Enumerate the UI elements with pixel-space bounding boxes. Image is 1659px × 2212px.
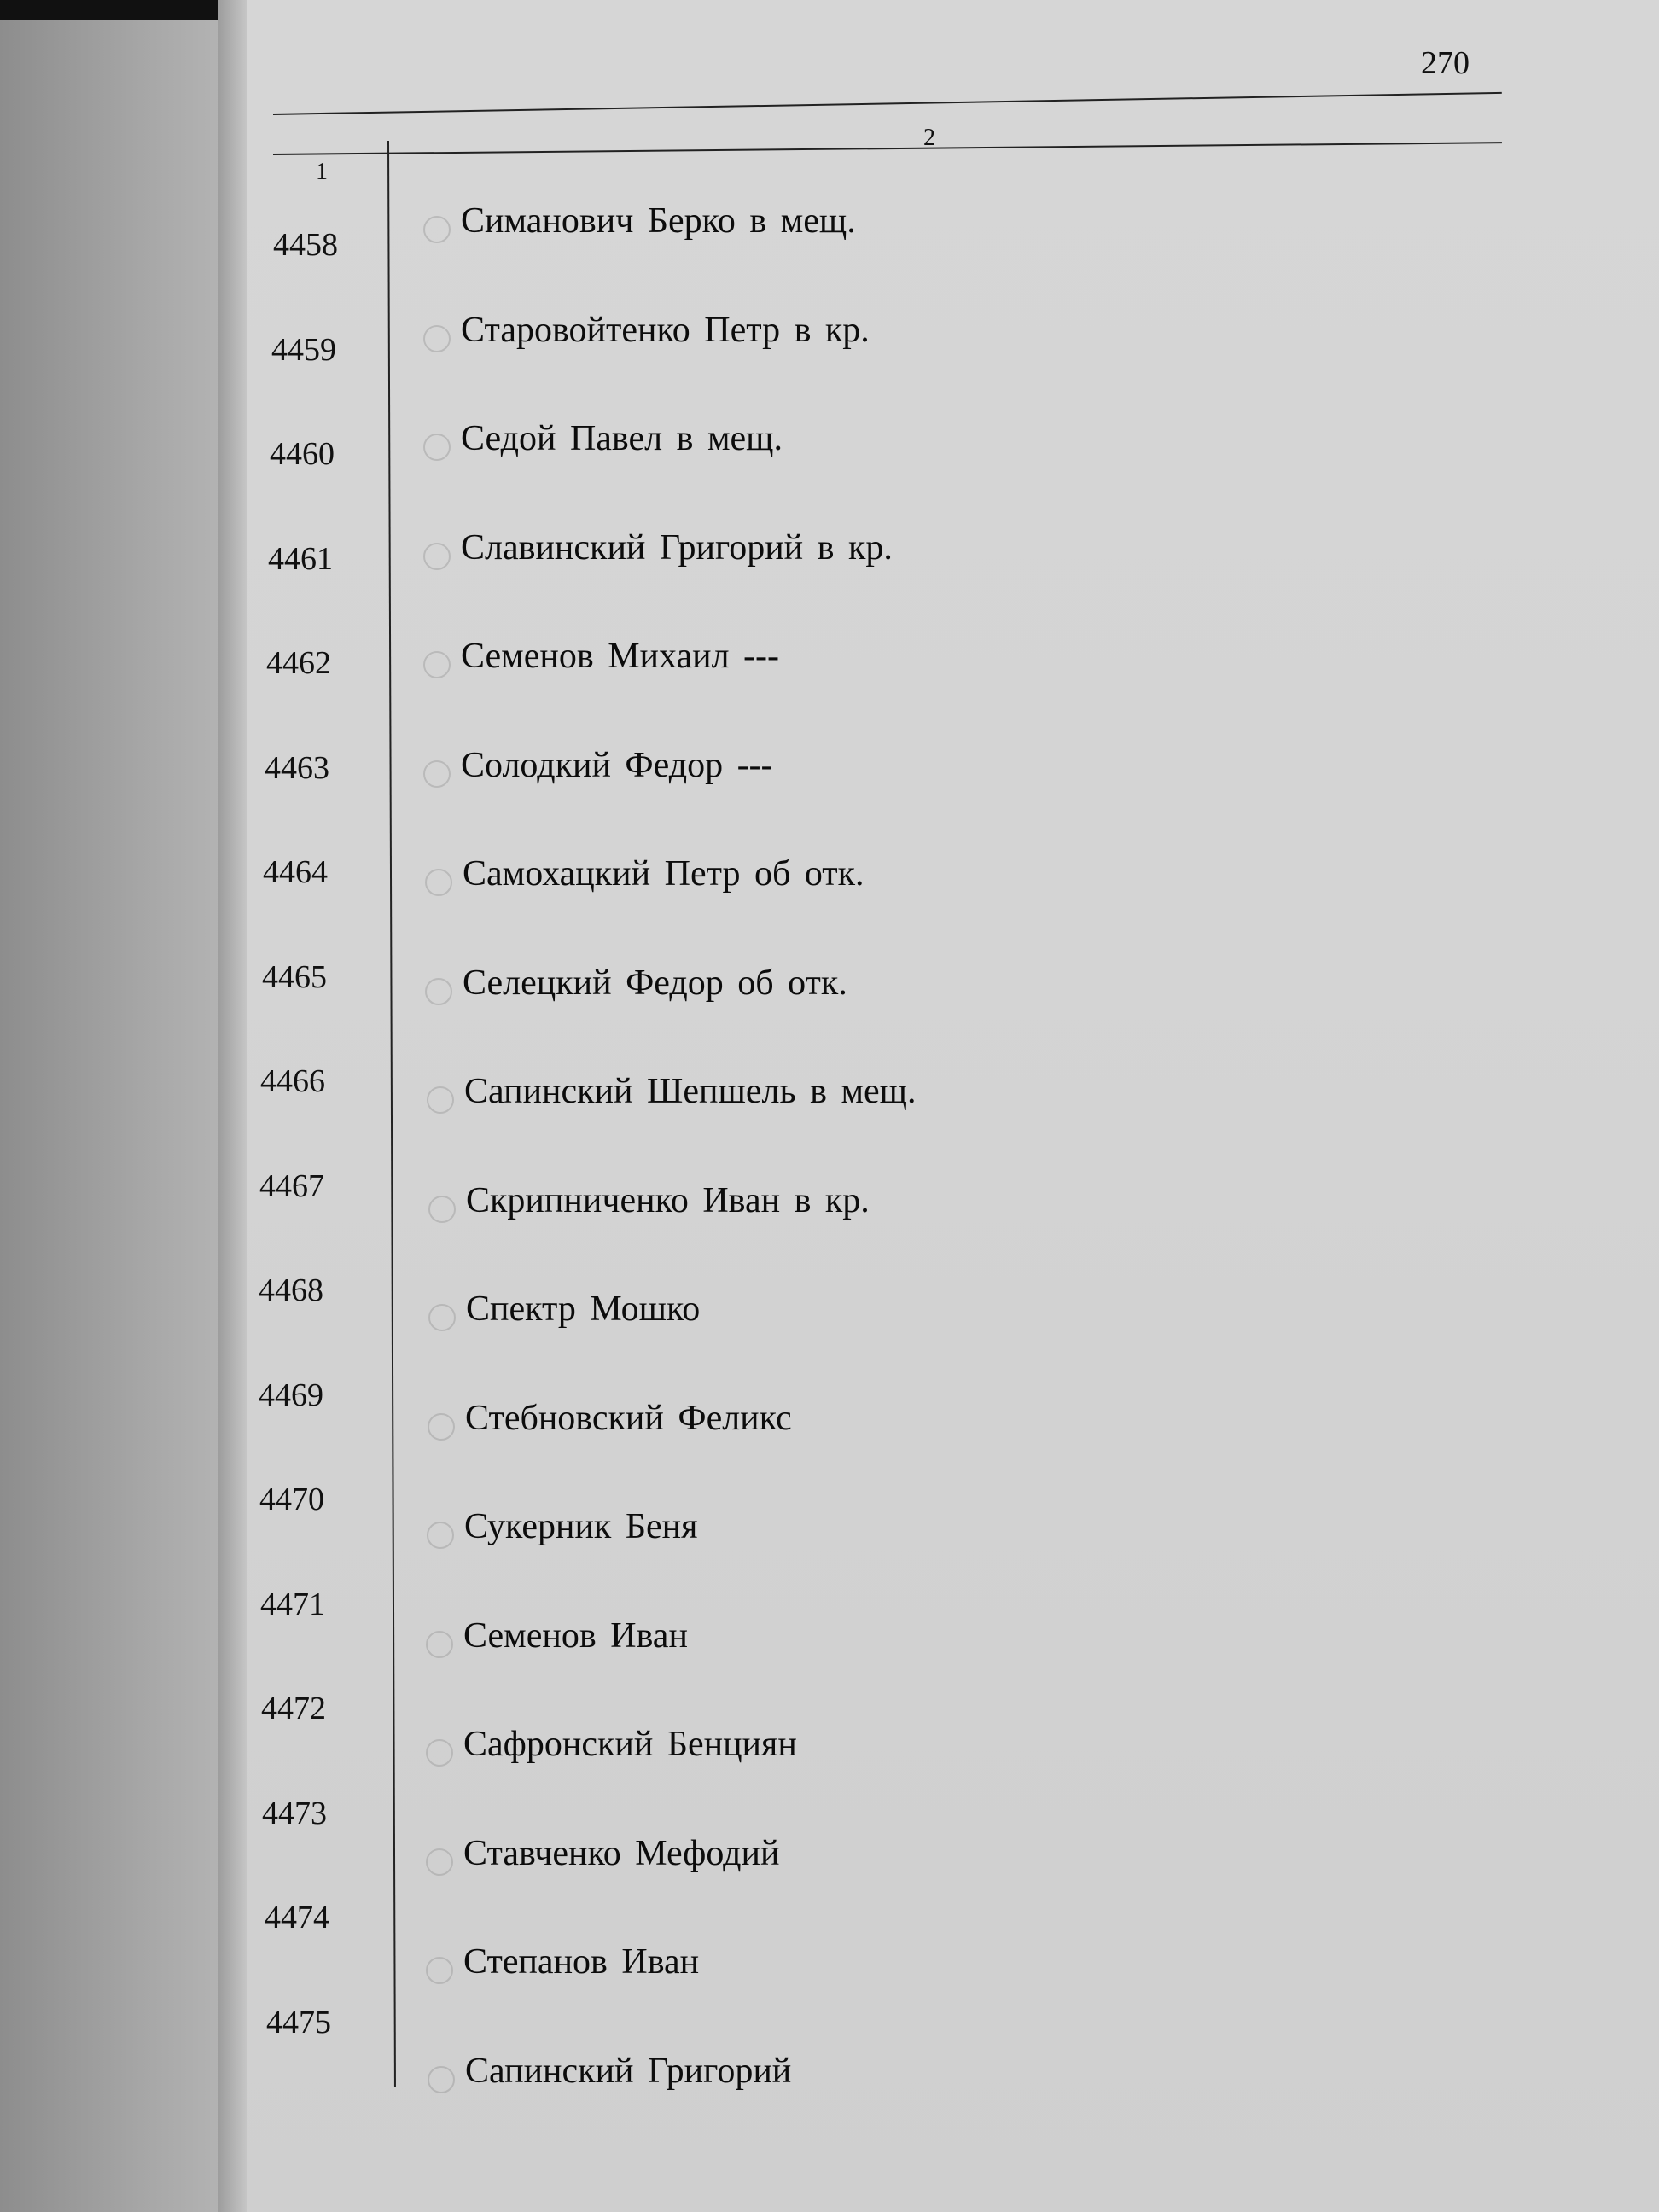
bleed-through-mark xyxy=(426,1957,453,1984)
bleed-through-mark xyxy=(428,1196,456,1223)
bleed-through-mark xyxy=(426,1848,453,1876)
bleed-through-mark xyxy=(423,651,451,678)
entry-number: 4471 xyxy=(260,1586,325,1622)
entry-number: 4461 xyxy=(268,541,333,577)
entry-number: 4465 xyxy=(262,959,327,995)
page-number: 270 xyxy=(1421,45,1470,81)
bleed-through-mark xyxy=(428,1304,456,1331)
entry-name: Ставченко Мефодий xyxy=(463,1834,780,1873)
bleed-through-mark xyxy=(428,2066,455,2093)
entry-number: 4466 xyxy=(260,1063,325,1099)
bleed-through-mark xyxy=(423,434,451,461)
entry-name: Степанов Иван xyxy=(463,1942,700,1982)
bleed-through-mark xyxy=(425,978,452,1005)
bleed-through-mark xyxy=(426,1739,453,1767)
bleed-through-mark xyxy=(423,760,451,788)
bleed-through-mark xyxy=(425,869,452,896)
entry-name: Седой Павел в мещ. xyxy=(461,419,783,458)
entry-number: 4462 xyxy=(266,645,331,681)
entry-number: 4469 xyxy=(259,1377,323,1413)
entry-name: Сукерник Беня xyxy=(464,1507,698,1546)
entry-name: Славинский Григорий в кр. xyxy=(461,528,893,568)
entry-name: Скрипниченко Иван в кр. xyxy=(466,1181,870,1220)
entry-name: Семенов Иван xyxy=(463,1616,688,1656)
entry-number: 4464 xyxy=(263,854,328,890)
entry-number: 4473 xyxy=(262,1796,327,1831)
entry-name: Сафронский Бенциян xyxy=(463,1725,797,1764)
bleed-through-mark xyxy=(423,543,451,570)
right-page xyxy=(247,0,1659,2212)
entry-number: 4468 xyxy=(259,1272,323,1308)
entry-name: Стебновский Феликс xyxy=(465,1399,792,1438)
bleed-through-mark xyxy=(428,1413,455,1441)
entry-number: 4460 xyxy=(270,436,335,472)
column-header-2: 2 xyxy=(923,125,935,151)
entry-name: Селецкий Федор об отк. xyxy=(463,963,847,1003)
entry-name: Солодкий Федор --- xyxy=(461,746,773,785)
entry-number: 4472 xyxy=(261,1691,326,1726)
bleed-through-mark xyxy=(423,216,451,243)
bleed-through-mark xyxy=(423,325,451,352)
entry-name: Семенов Михаил --- xyxy=(461,637,779,676)
bleed-through-mark xyxy=(427,1086,454,1114)
entry-number: 4470 xyxy=(259,1481,324,1517)
bleed-through-mark xyxy=(427,1522,454,1549)
entry-name: Самохацкий Петр об отк. xyxy=(463,854,864,894)
entry-number: 4463 xyxy=(265,750,329,786)
column-header-1: 1 xyxy=(316,159,328,185)
entry-number: 4467 xyxy=(259,1168,324,1204)
entry-name: Сапинский Шепшель в мещ. xyxy=(464,1072,917,1111)
entry-number: 4458 xyxy=(273,227,338,263)
entry-number: 4459 xyxy=(271,332,336,368)
entry-name: Симанович Берко в мещ. xyxy=(461,201,856,241)
entry-name: Сапинский Григорий xyxy=(465,2052,792,2091)
entry-name: Спектр Мошко xyxy=(466,1289,701,1329)
entry-name: Старовойтенко Петр в кр. xyxy=(461,311,870,350)
entry-number: 4475 xyxy=(266,2005,331,2040)
entry-number: 4474 xyxy=(265,1900,329,1936)
bleed-through-mark xyxy=(426,1631,453,1658)
